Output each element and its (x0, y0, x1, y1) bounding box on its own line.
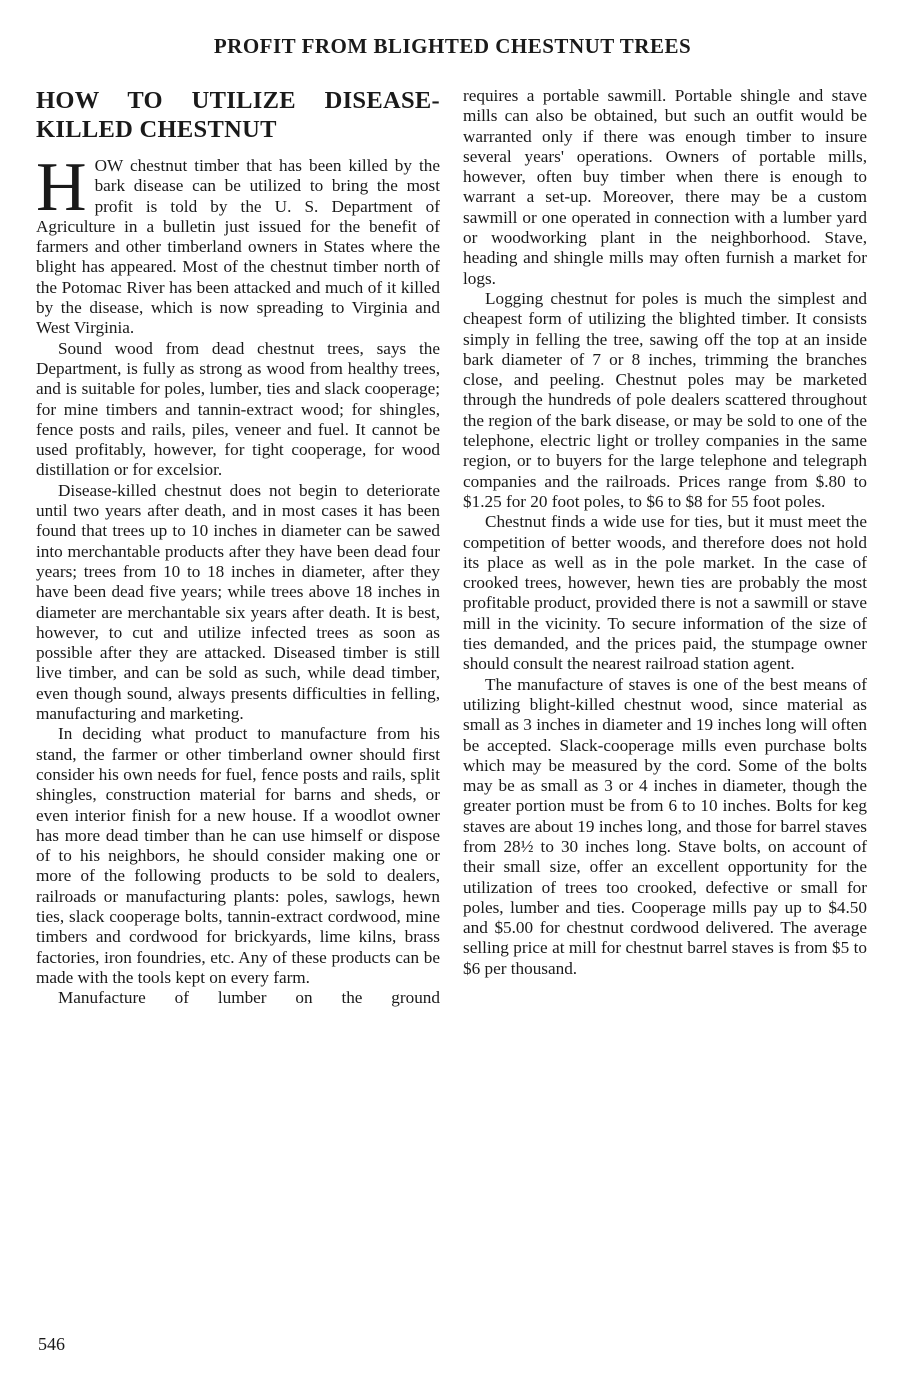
page-number: 546 (38, 1334, 65, 1354)
body-paragraph: Disease-killed chestnut does not begin to deteriorate until two years after death, and in most cases it has been found that trees up to 10 inches in diameter can be sawed into merchantable products after they have been dead four years; trees from 10 to 18 inches in diameter, after they have been dead five years; while trees above 18 inches in diameter are merchantable six years after death. It is best, however, to cut and utilize infected trees as soon as possible after they are attacked. Diseased timber is still live timber, and can be sold as such, while dead timber, even though sound, always presents difficulties in felling, manufacturing and marketing. (36, 480, 440, 724)
body-paragraph: Chestnut finds a wide use for ties, but it must meet the competition of better woods, and therefore does not hold its place as well as in the pole market. In the case of crooked trees, however, hewn ties are probably the most profitable product, provided there is not a sawmill or stave mill in the vicinity. To secure information of the size of ties demanded, and the prices paid, the stumpage owner should consult the nearest railroad station agent. (463, 512, 867, 674)
running-head: PROFIT FROM BLIGHTED CHESTNUT TREES (213, 34, 692, 58)
body-paragraph: Manufacture of lumber on the ground (58, 988, 440, 1008)
body-paragraph: The manufacture of staves is one of the best means of utilizing blight-killed chestnut wood, since material as small as 3 inches in diameter and 19 inches long will often be accepted. Slack-cooperage mills even purchase bolts which may be measured by the cord. Some of the bolts may be as small as 3 or 4 inches in diameter, though the greater portion must be from 6 to 10 inches. Bolts for keg staves are about 19 inches long, and those for barrel staves from 28½ to 30 inches long. Stave bolts, on account of their small size, offer an excellent opportunity for the utilization of trees too crooked, defective or small for poles, lumber and ties. Cooperage mills pay up to $4.50 and $5.00 for chestnut cordwood delivered. The average selling price at mill for chestnut barrel staves is from $5 to $6 per thousand. (463, 674, 867, 978)
right-column (463, 86, 867, 979)
lead-text: OW chestnut timber that has been killed by the bark disease can be utilized to bring the most profit is told by the U. S. Department of Agriculture in a bulletin just issued for the benefit of farmers and other timberland owners in States where the blight has appeared. Most of the chestnut timber north of the Potomac River has been attacked and much of it killed by the disease, which is now spreading to Virginia and West Virginia. (36, 156, 440, 338)
continued-paragraph: requires a portable sawmill. Portable shingle and stave mills can also be obtained, but such an outfit would be warranted only if there was enough timber to insure several years' operations. Owners of portable mills, however, often buy timber when there is enough to warrant a set-up. Moreover, there may be a custom sawmill or one operated in connection with a lumber yard or woodworking plant in the neighborhood. Stave, heading and shingle mills may often furnish a market for logs. (463, 86, 867, 288)
drop-cap: H (36, 149, 87, 226)
lead-paragraph (36, 149, 440, 339)
article-title: HOW TO UTILIZE DISEASE-KILLED CHESTNUT (36, 87, 440, 143)
body-paragraph: In deciding what product to manufacture from his stand, the farmer or other timberland owner should first consider his own needs for fuel, fence posts and rails, split shingles, construction material for barns and sheds, or even interior finish for a new house. If a woodlot owner has more dead timber than he can use himself or dispose of to his neighbors, he should consider making one or more of the following products to be sold to dealers, railroads or manufacturing plants: poles, sawlogs, hewn ties, slack cooperage bolts, tannin-extract cordwood, mine timbers and cordwood for brickyards, lime kilns, brass factories, iron foundries, etc. Any of these products can be made with the tools kept on every farm. (36, 724, 440, 987)
body-paragraph: Logging chestnut for poles is much the simplest and cheapest form of utilizing the blighted timber. It consists simply in felling the tree, sawing off the top at an inside bark diameter of 7 or 8 inches, trimming the branches close, and peeling. Chestnut poles may be marketed through the hundreds of pole dealers scattered throughout the region of the bark disease, or may be sold to one of the telephone, electric light or trolley companies in the same region, or to buyers for the large telephone and telegraph companies and the railroads. Prices range from $.80 to $1.25 for 20 foot poles, to $6 to $8 for 55 foot poles. (463, 288, 867, 511)
left-column (36, 86, 440, 1008)
body-paragraph: Sound wood from dead chestnut trees, says the Department, is fully as strong as wood from healthy trees, and is suitable for poles, lumber, ties and slack cooperage; for mine timbers and tannin-extract wood; for shingles, fence posts and rails, piles, veneer and fuel. It cannot be used profitably, however, for tight cooperage, for wood distillation or for excelsior. (36, 338, 440, 480)
